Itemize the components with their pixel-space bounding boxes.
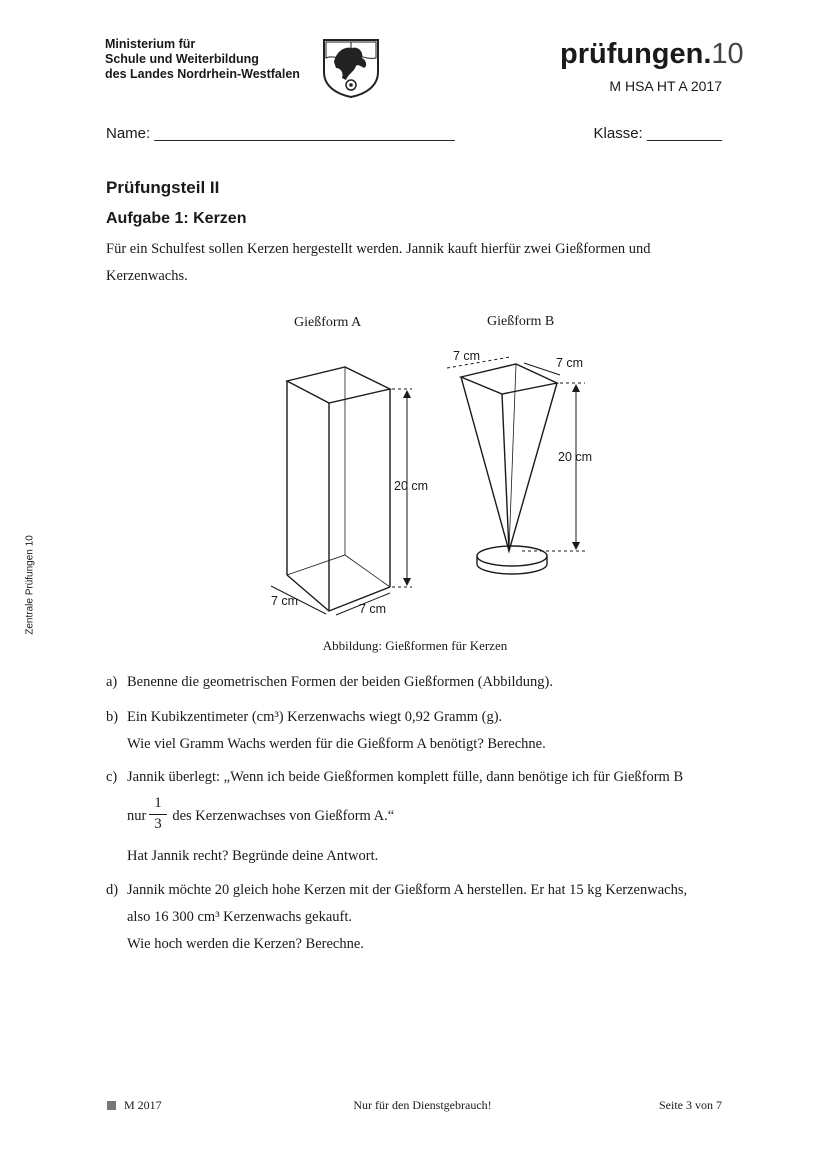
- section-title: Prüfungsteil II: [106, 178, 220, 197]
- label-mold-b: Gießform B: [487, 314, 555, 329]
- footer-left: [107, 1098, 162, 1113]
- class-label: Klasse:: [593, 125, 643, 142]
- fraction-one-third: [149, 794, 167, 834]
- ministry-line-1: Ministerium für: [105, 37, 196, 51]
- question-d-text-1: Jannik möchte 20 gleich hohe Kerzen mit der Gießform A herstellen. Er hat 15 kg Kerzenwachs,: [127, 882, 688, 898]
- brand-logo: [560, 38, 744, 70]
- brand-name: prüfungen.: [560, 38, 712, 70]
- question-c-post-fraction: des Kerzenwachses von Gießform A.“: [172, 808, 395, 824]
- name-blank: ____________________________________: [154, 125, 455, 142]
- mold-a-width-label: 7 cm: [359, 602, 387, 616]
- fraction-denominator: 3: [154, 816, 162, 832]
- question-c-pre-fraction: nur: [127, 808, 147, 824]
- question-c-text-1: Jannik überlegt: „Wenn ich beide Gießformen komplett fülle, dann benötige ich für Gießform B: [127, 769, 684, 785]
- mold-b-left-side-label: 7 cm: [453, 349, 481, 363]
- casting-molds-figure: [240, 305, 600, 625]
- class-field[interactable]: [560, 125, 722, 142]
- ministry-line-2: Schule und Weiterbildung: [105, 52, 259, 66]
- question-d-text-2: also 16 300 cm³ Kerzenwachs gekauft.: [127, 909, 352, 925]
- name-label: Name:: [106, 125, 151, 142]
- ministry-name: [105, 37, 300, 82]
- footer-right: Seite 3 von 7: [659, 1098, 722, 1112]
- footer-center: Nur für den Dienstgebrauch!: [353, 1098, 492, 1112]
- prism-mold-a: [287, 367, 390, 611]
- label-mold-a: Gießform A: [294, 315, 362, 330]
- nrw-crest-icon: [322, 38, 380, 98]
- question-d-text-3: Wie hoch werden die Kerzen? Berechne.: [127, 936, 364, 952]
- question-b-text-1: Ein Kubikzentimeter (cm³) Kerzenwachs wiegt 0,92 Gramm (g).: [127, 709, 503, 725]
- pyramid-mold-b: [461, 364, 557, 574]
- mold-a-dimensions: [271, 389, 412, 615]
- footer-left-text: M 2017: [124, 1098, 162, 1112]
- question-d-label: d): [106, 882, 119, 898]
- intro-text: Für ein Schulfest sollen Kerzen hergestellt werden. Jannik kauft hierfür zwei Gießformen und Kerzenwachs.: [106, 241, 651, 284]
- fraction-numerator: 1: [149, 794, 167, 815]
- question-a-text: Benenne die geometrischen Formen der beiden Gießformen (Abbildung).: [127, 674, 554, 690]
- mold-a-depth-label: 7 cm: [271, 594, 299, 608]
- mold-b-height-label: 20 cm: [558, 450, 593, 464]
- question-b-text-2: Wie viel Gramm Wachs werden für die Gießform A benötigt? Berechne.: [127, 736, 546, 752]
- footer-square-icon: [107, 1101, 116, 1110]
- question-c-label: c): [106, 769, 118, 785]
- side-margin-text: Zentrale Prüfungen 10: [24, 535, 36, 635]
- question-c-fraction-line: [127, 803, 527, 830]
- task-title: Aufgabe 1: Kerzen: [106, 210, 247, 227]
- brand-number: 10: [711, 38, 744, 70]
- class-blank: _________: [646, 125, 722, 142]
- question-a: [106, 669, 736, 696]
- question-a-label: a): [106, 674, 118, 690]
- question-b-label: b): [106, 709, 119, 725]
- name-field[interactable]: [106, 125, 455, 142]
- question-c-text-3: Hat Jannik recht? Begründe deine Antwort.: [127, 848, 379, 864]
- question-b: [106, 704, 736, 758]
- ministry-line-3: des Landes Nordrhein-Westfalen: [105, 67, 300, 81]
- mold-a-height-label: 20 cm: [394, 479, 429, 493]
- question-c: [106, 764, 736, 791]
- figure-caption: Abbildung: Gießformen für Kerzen: [322, 638, 508, 653]
- question-d: [106, 877, 736, 958]
- exam-code: M HSA HT A 2017: [609, 78, 722, 94]
- mold-b-right-side-label: 7 cm: [556, 356, 584, 370]
